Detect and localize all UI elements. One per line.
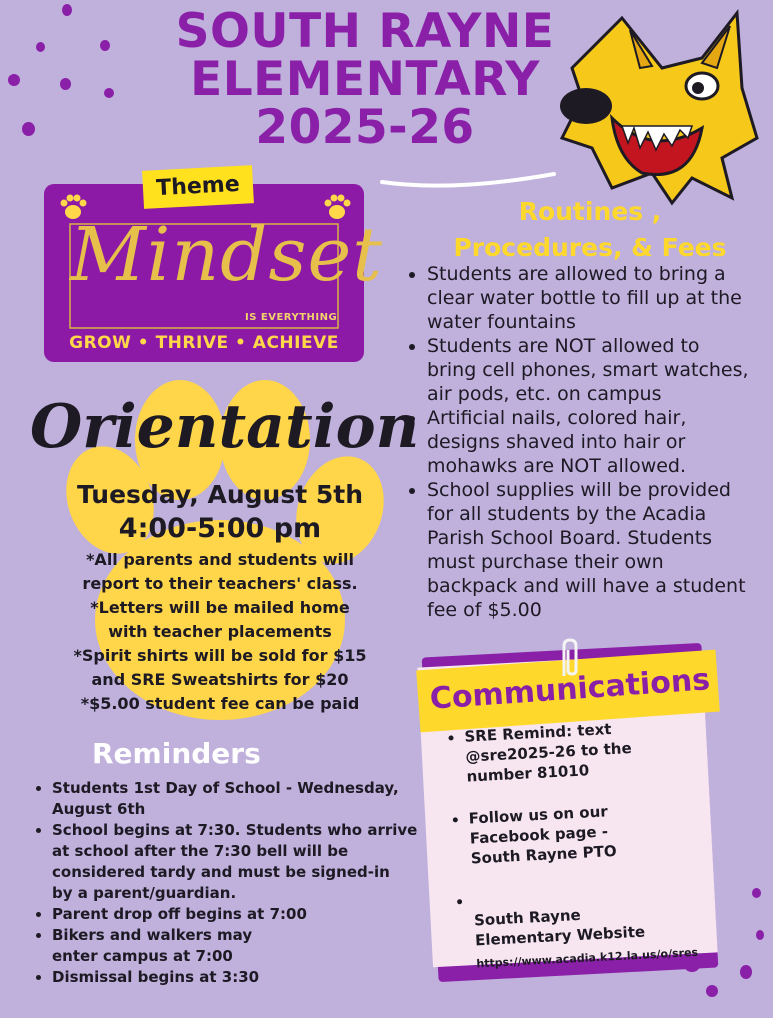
wolf-mascot-icon — [552, 8, 762, 208]
swoosh-line — [378, 168, 558, 192]
list-item: • School begins at 7:30. Students who arrive at school after the 7:30 bell will be considered tardy and must be signed-in by a parent/guardian. — [52, 820, 422, 904]
orientation-note: *Spirit shirts will be sold for $15 and SRE Sweatshirts for $20 — [73, 646, 367, 689]
list-item — [473, 877, 743, 995]
routines-heading-line-1: Routines , — [518, 197, 662, 226]
orientation-heading: Orientation — [30, 392, 420, 462]
website-label: South Rayne Elementary Website — [473, 905, 646, 950]
theme-tagline: GROW • THRIVE • ACHIEVE — [69, 333, 339, 353]
list-item: • School supplies will be provided for all students by the Acadia Parish School Board. Students must purchase their own backpack and will have a student fee of $5.00 — [427, 478, 773, 622]
website-link[interactable]: https://www.acadia.k12.la.us/o/sres — [476, 945, 699, 971]
confetti-dot — [8, 74, 20, 86]
title-line-3: 2025-26 — [255, 100, 475, 155]
communications-heading: Communications — [428, 662, 712, 717]
list-item: • Students 1st Day of School - Wednesday, August 6th — [52, 778, 422, 820]
confetti-dot — [22, 122, 35, 136]
routines-heading — [415, 194, 765, 266]
list-item: • SRE Remind: text @sre2025-26 to the number 81010 — [464, 713, 732, 787]
list-item: • Students are allowed to bring a clear water bottle to fill up at the water fountains — [427, 262, 773, 334]
paperclip-icon — [556, 636, 584, 682]
reminders-list — [30, 778, 422, 988]
confetti-dot — [752, 888, 761, 898]
orientation-time: 4:00-5:00 pm — [118, 513, 322, 544]
orientation-note: *Letters will be mailed home with teacher placements — [90, 598, 350, 641]
communications-list — [440, 713, 744, 1018]
list-item: • Follow us on our Facebook page - South Rayne PTO — [468, 795, 736, 869]
title-line-2: ELEMENTARY — [190, 52, 540, 107]
routines-heading-line-2: Procedures, & Fees — [453, 233, 727, 262]
routines-list — [405, 262, 773, 622]
list-item: • Bikers and walkers may enter campus at 7:00 — [52, 925, 422, 967]
confetti-dot — [756, 930, 764, 940]
school-title — [150, 4, 580, 155]
confetti-dot — [60, 78, 71, 90]
orientation-note: *$5.00 student fee can be paid — [80, 694, 360, 713]
orientation-note: *All parents and students will report to their teachers' class. — [82, 550, 358, 593]
confetti-dot — [100, 40, 110, 51]
theme-tag: Theme — [142, 165, 254, 209]
list-item: • Students are NOT allowed to bring cell phones, smart watches, air pods, etc. on campus — [427, 334, 773, 406]
confetti-dot — [36, 42, 45, 52]
list-item: • Artificial nails, colored hair, designs shaved into hair or mohawks are NOT allowed. — [427, 406, 773, 478]
list-item: • Dismissal begins at 3:30 — [52, 967, 422, 988]
title-line-1: SOUTH RAYNE — [175, 4, 555, 59]
mindset-subtitle: IS EVERYTHING — [245, 312, 338, 323]
reminders-heading: Reminders — [92, 737, 261, 770]
orientation-date: Tuesday, August 5th — [76, 480, 363, 509]
mindset-logo — [70, 210, 383, 320]
confetti-dot — [62, 4, 72, 16]
list-item: • Parent drop off begins at 7:00 — [52, 904, 422, 925]
confetti-dot — [104, 88, 114, 98]
orientation-notes — [50, 548, 390, 716]
mindset-word: Mindset — [70, 212, 383, 298]
